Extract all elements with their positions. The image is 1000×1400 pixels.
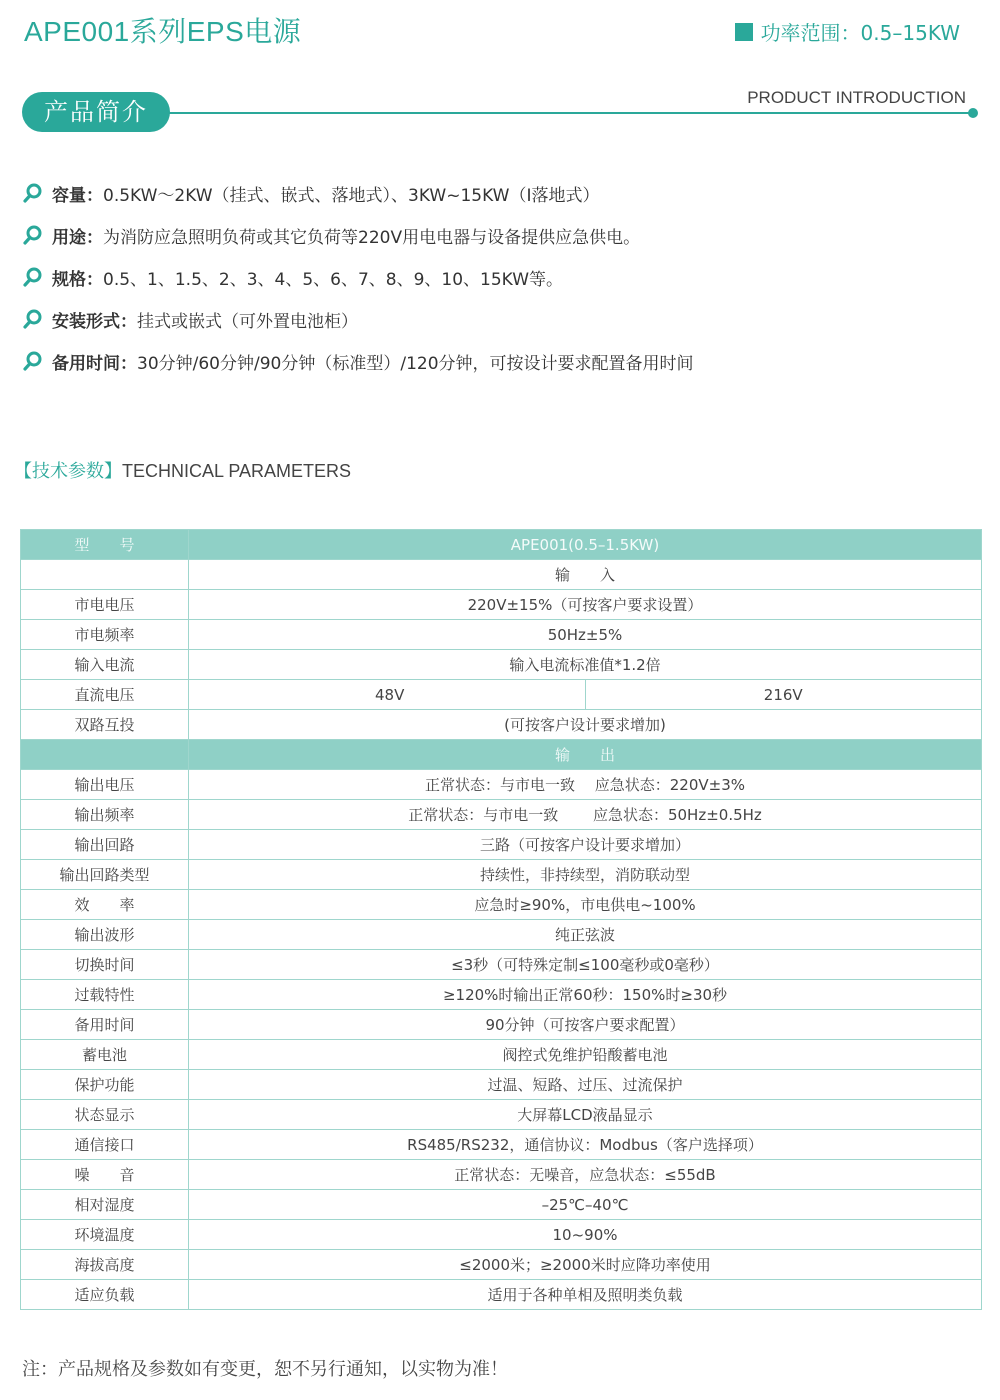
row-value: 正常状态：无噪音，应急状态：≤55dB [189,1160,982,1190]
row-value: ≤3秒（可特殊定制≤100毫秒或0毫秒） [189,950,982,980]
empty-cell [21,560,189,590]
spec-table [20,529,982,1310]
intro-label: 产品简介 [22,92,170,132]
row-name: 过载特性 [21,980,189,1010]
table-row [21,1040,982,1070]
empty-cell [21,740,189,770]
table-row [21,1130,982,1160]
tech-title-cn: 【技术参数】 [14,461,122,482]
intro-divider [150,112,972,114]
row-value: 10~90% [189,1220,982,1250]
search-icon [22,350,44,372]
row-value: 持续性，非持续型，消防联动型 [189,860,982,890]
row-value: RS485/RS232，通信协议：Modbus（客户选择项） [189,1130,982,1160]
feature-list [22,172,694,382]
row-value: –25℃–40℃ [189,1190,982,1220]
row-name: 双路互投 [21,710,189,740]
row-value: 正常状态：与市电一致 应急状态：220V±3% [189,770,982,800]
feature-item [22,172,694,214]
row-name: 通信接口 [21,1130,189,1160]
row-name: 输出频率 [21,800,189,830]
table-row [21,1160,982,1190]
row-value: 输入电流标准值*1.2倍 [189,650,982,680]
feature-text: 0.5KW～2KW（挂式、嵌式、落地式）、3KW~15KW（I落地式） [103,185,600,206]
square-icon [735,23,753,41]
table-row [21,1220,982,1250]
row-value: 过温、短路、过压、过流保护 [189,1070,982,1100]
row-value: 应急时≥90%，市电供电~100% [189,890,982,920]
row-name: 状态显示 [21,1100,189,1130]
tech-title-en: TECHNICAL PARAMETERS [122,461,352,481]
row-name: 海拔高度 [21,1250,189,1280]
table-row [21,860,982,890]
row-name: 输入电流 [21,650,189,680]
row-name: 蓄电池 [21,1040,189,1070]
search-icon [22,182,44,204]
power-range-text: 功率范围：0.5–15KW [760,21,960,45]
table-row [21,590,982,620]
row-name: 市电频率 [21,620,189,650]
intro-label-en: PRODUCT INTRODUCTION [747,88,966,107]
feature-item [22,340,694,382]
feature-item [22,214,694,256]
intro-divider-dot [968,108,978,118]
row-value: 纯正弦波 [189,920,982,950]
input-section-label: 输 入 [189,560,982,590]
row-name: 环境温度 [21,1220,189,1250]
table-row [21,710,982,740]
table-row [21,1250,982,1280]
table-row [21,1280,982,1310]
row-name: 备用时间 [21,1010,189,1040]
row-name: 适应负载 [21,1280,189,1310]
model-label: 型 号 [21,530,189,560]
row-name: 直流电压 [21,680,189,710]
search-icon [22,308,44,330]
search-icon [22,224,44,246]
row-name: 噪 音 [21,1160,189,1190]
table-row [21,650,982,680]
table-row [21,620,982,650]
row-name: 保护功能 [21,1070,189,1100]
table-header-row [21,530,982,560]
table-row [21,800,982,830]
row-value: 阀控式免维护铅酸蓄电池 [189,1040,982,1070]
row-value: 220V±15%（可按客户要求设置） [189,590,982,620]
footnote: 注：产品规格及参数如有变更，恕不另行通知，以实物为准！ [22,1359,508,1380]
row-value-48v: 48V [189,680,586,710]
row-name: 输出回路 [21,830,189,860]
row-value: 适用于各种单相及照明类负载 [189,1280,982,1310]
table-row [21,1070,982,1100]
row-value-216v: 216V [585,680,982,710]
feature-text: 0.5、1、1.5、2、3、4、5、6、7、8、9、10、15KW等。 [103,269,564,290]
table-row [21,920,982,950]
feature-item [22,298,694,340]
row-value: 正常状态：与市电一致 应急状态：50Hz±0.5Hz [189,800,982,830]
table-row [21,680,982,710]
table-row [21,890,982,920]
output-section-label: 输 出 [189,740,982,770]
table-row [21,1190,982,1220]
feature-label: 备用时间： [52,353,137,374]
row-value: ≥120%时输出正常60秒：150%时≥30秒 [189,980,982,1010]
row-name: 切换时间 [21,950,189,980]
feature-label: 容量： [52,185,103,206]
feature-text: 挂式或嵌式（可外置电池柜） [137,311,358,332]
table-row [21,950,982,980]
row-value: ≤2000米；≥2000米时应降功率使用 [189,1250,982,1280]
feature-label: 规格： [52,269,103,290]
row-value: 50Hz±5% [189,620,982,650]
row-value: (可按客户设计要求增加) [189,710,982,740]
page-title: APE001系列EPS电源 [24,16,302,47]
row-value: 90分钟（可按客户要求配置） [189,1010,982,1040]
output-section-row [21,740,982,770]
model-value: APE001(0.5–1.5KW) [189,530,982,560]
row-name: 输出电压 [21,770,189,800]
feature-text: 为消防应急照明负荷或其它负荷等220V用电电器与设备提供应急供电。 [103,227,641,248]
table-row [21,830,982,860]
feature-item [22,256,694,298]
feature-label: 安装形式： [52,311,137,332]
table-row [21,770,982,800]
row-name: 效 率 [21,890,189,920]
table-row [21,980,982,1010]
row-name: 市电电压 [21,590,189,620]
feature-text: 30分钟/60分钟/90分钟（标准型）/120分钟，可按设计要求配置备用时间 [137,353,694,374]
input-section-row [21,560,982,590]
tech-title [14,457,351,483]
table-row [21,1010,982,1040]
row-name: 输出波形 [21,920,189,950]
table-row [21,1100,982,1130]
row-name: 输出回路类型 [21,860,189,890]
row-value: 大屏幕LCD液晶显示 [189,1100,982,1130]
row-value: 三路（可按客户设计要求增加） [189,830,982,860]
power-range [735,17,960,46]
feature-label: 用途： [52,227,103,248]
row-name: 相对湿度 [21,1190,189,1220]
search-icon [22,266,44,288]
